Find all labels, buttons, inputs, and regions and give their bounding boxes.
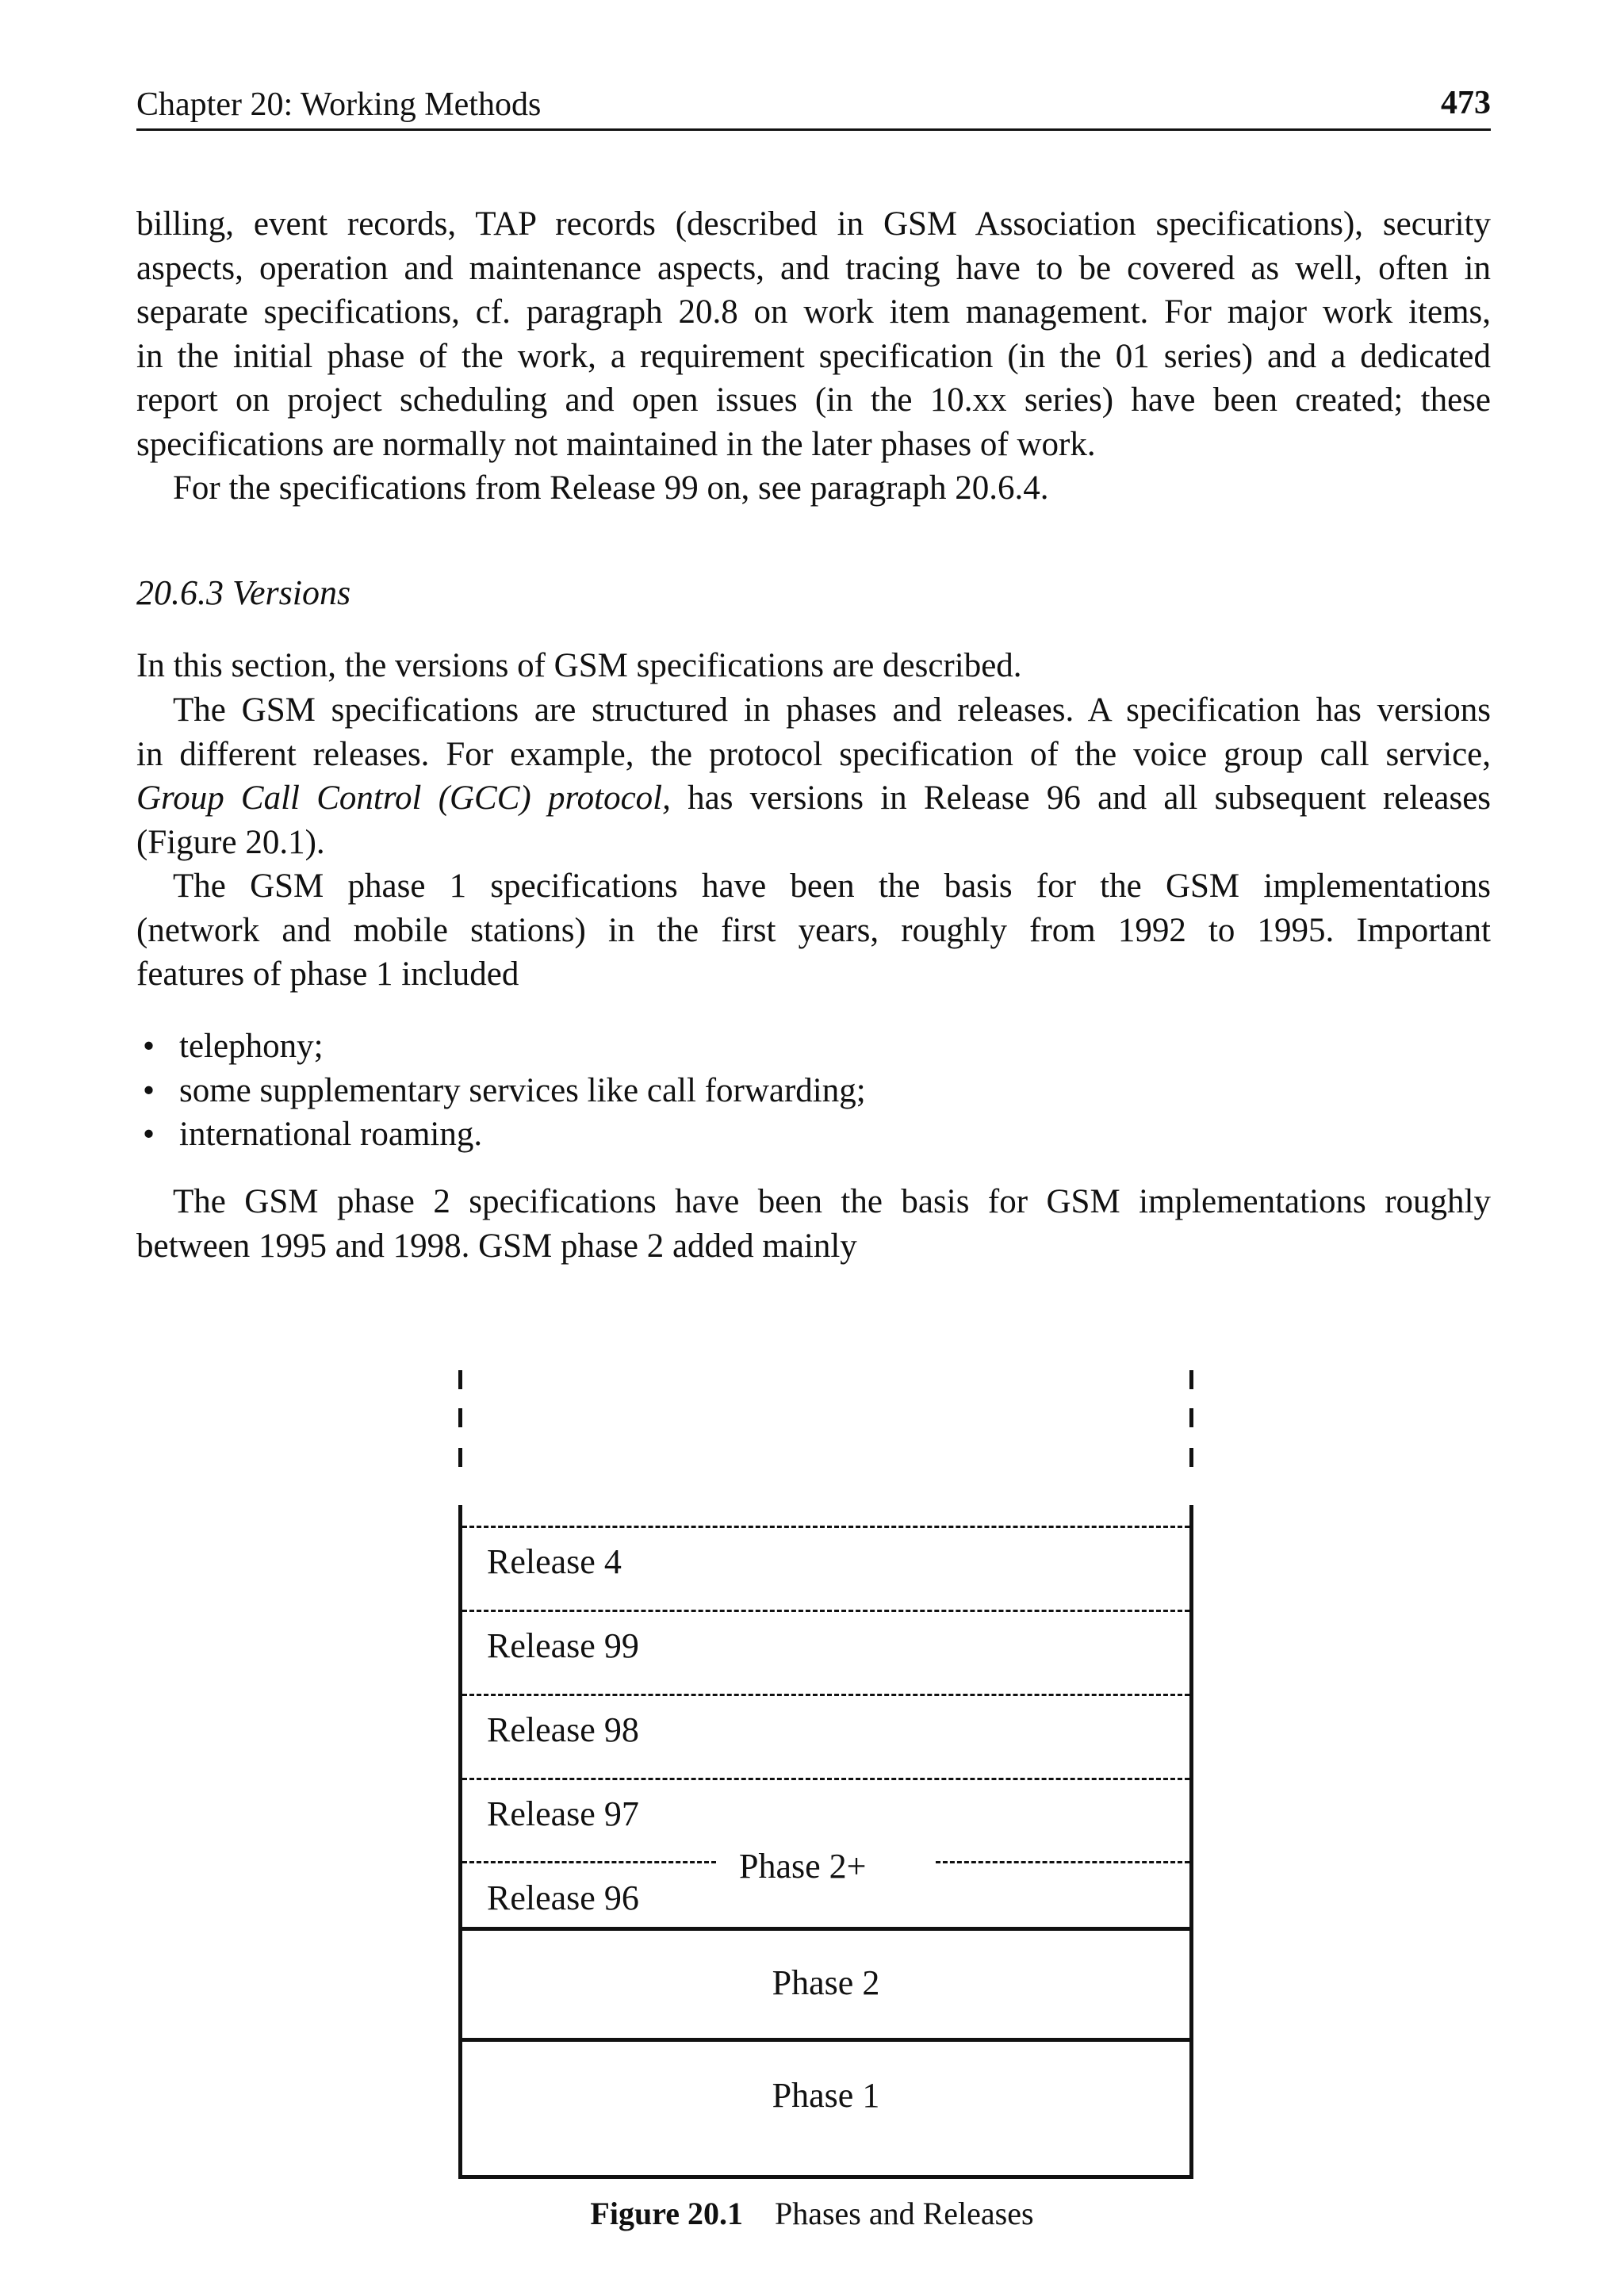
release-label: Release 99 <box>487 1626 639 1665</box>
list-item: • international roaming. <box>136 1112 1491 1157</box>
feature-list <box>136 1024 1491 1157</box>
italic-title: Group Call Control (GCC) protocol, <box>136 779 671 817</box>
text-line: separate specifications, cf. paragraph 20.8 on work item management. For major work items, <box>136 293 1491 331</box>
bullet-icon: • <box>143 1028 155 1065</box>
text-line: The GSM phase 2 specifications have been the basis for GSM implementations roughly <box>173 1183 1491 1220</box>
text-line: features of phase 1 included <box>136 955 519 993</box>
release-divider <box>462 1610 1189 1612</box>
release-label: Release 4 <box>487 1542 622 1581</box>
text-line: For the specifications from Release 99 on, see paragraph 20.6.4. <box>173 469 1049 507</box>
text-line: The GSM phase 1 specifications have been the basis for the GSM implementations <box>173 867 1491 905</box>
chapter-title: Chapter 20: Working Methods <box>136 86 542 123</box>
text-line: billing, event records, TAP records (described in GSM Association specifications), security <box>136 205 1491 243</box>
box-bottom-border <box>458 2175 1193 2179</box>
text-line: report on project scheduling and open issues (in the 10.xx series) have been created; these <box>136 381 1491 419</box>
release-divider <box>462 1694 1189 1696</box>
text-line: In this section, the versions of GSM specifications are described. <box>136 647 1022 684</box>
paragraph-release99 <box>136 466 1491 511</box>
phase-1-label: Phase 1 <box>772 2076 880 2115</box>
release-divider <box>462 1778 1189 1780</box>
text-line: has versions in Release 96 and all subsequent releases <box>688 779 1492 817</box>
release-divider <box>462 1861 716 1863</box>
text-line: The GSM specifications are structured in phases and releases. A specification has versions <box>173 691 1491 729</box>
figure-caption <box>0 2195 1624 2232</box>
continuation-tick <box>1189 1370 1193 1389</box>
text-line: specifications are normally not maintained in the later phases of work. <box>136 425 1096 463</box>
phase-divider <box>458 1927 1193 1931</box>
text-line: aspects, operation and maintenance aspects, and tracing have to be covered as well, often in <box>136 249 1491 287</box>
phase-divider <box>458 2038 1193 2042</box>
phase-2-label: Phase 2 <box>772 1963 880 2002</box>
paragraph-phase2 <box>136 1180 1491 1268</box>
release-label: Release 97 <box>487 1794 639 1833</box>
text-line: between 1995 and 1998. GSM phase 2 added mainly <box>136 1227 857 1265</box>
release-divider <box>462 1526 1189 1528</box>
bullet-icon: • <box>143 1071 155 1109</box>
running-header <box>136 79 1491 131</box>
caption-label: Figure 20.1 <box>590 2196 743 2231</box>
release-label: Release 98 <box>487 1710 639 1749</box>
list-item: • telephony; <box>136 1024 1491 1069</box>
list-item: • some supplementary services like call forwarding; <box>136 1069 1491 1113</box>
continuation-tick <box>458 1370 462 1389</box>
continuation-tick <box>458 1408 462 1427</box>
section-heading: 20.6.3 Versions <box>136 573 351 612</box>
text-line: in different releases. For example, the protocol specification of the voice group call service, <box>136 735 1491 773</box>
paragraph-phase1 <box>136 864 1491 997</box>
continuation-tick <box>1189 1408 1193 1427</box>
page-number: 473 <box>1441 85 1491 121</box>
continuation-tick <box>458 1448 462 1467</box>
text-line: (network and mobile stations) in the first years, roughly from 1992 to 1995. Important <box>136 911 1491 949</box>
release-label: Release 96 <box>487 1878 639 1917</box>
paragraph-phases-releases <box>136 688 1491 864</box>
caption-text: Phases and Releases <box>774 2196 1034 2231</box>
bullet-icon: • <box>143 1116 155 1153</box>
release-divider <box>936 1861 1189 1863</box>
paragraph-billing <box>136 202 1491 466</box>
text-line: in the initial phase of the work, a requirement specification (in the 01 series) and a dedicated <box>136 337 1491 375</box>
phase-2plus-label: Phase 2+ <box>739 1847 867 1886</box>
text-line: (Figure 20.1). <box>136 823 325 861</box>
paragraph-versions-intro <box>136 644 1491 688</box>
continuation-tick <box>1189 1448 1193 1467</box>
